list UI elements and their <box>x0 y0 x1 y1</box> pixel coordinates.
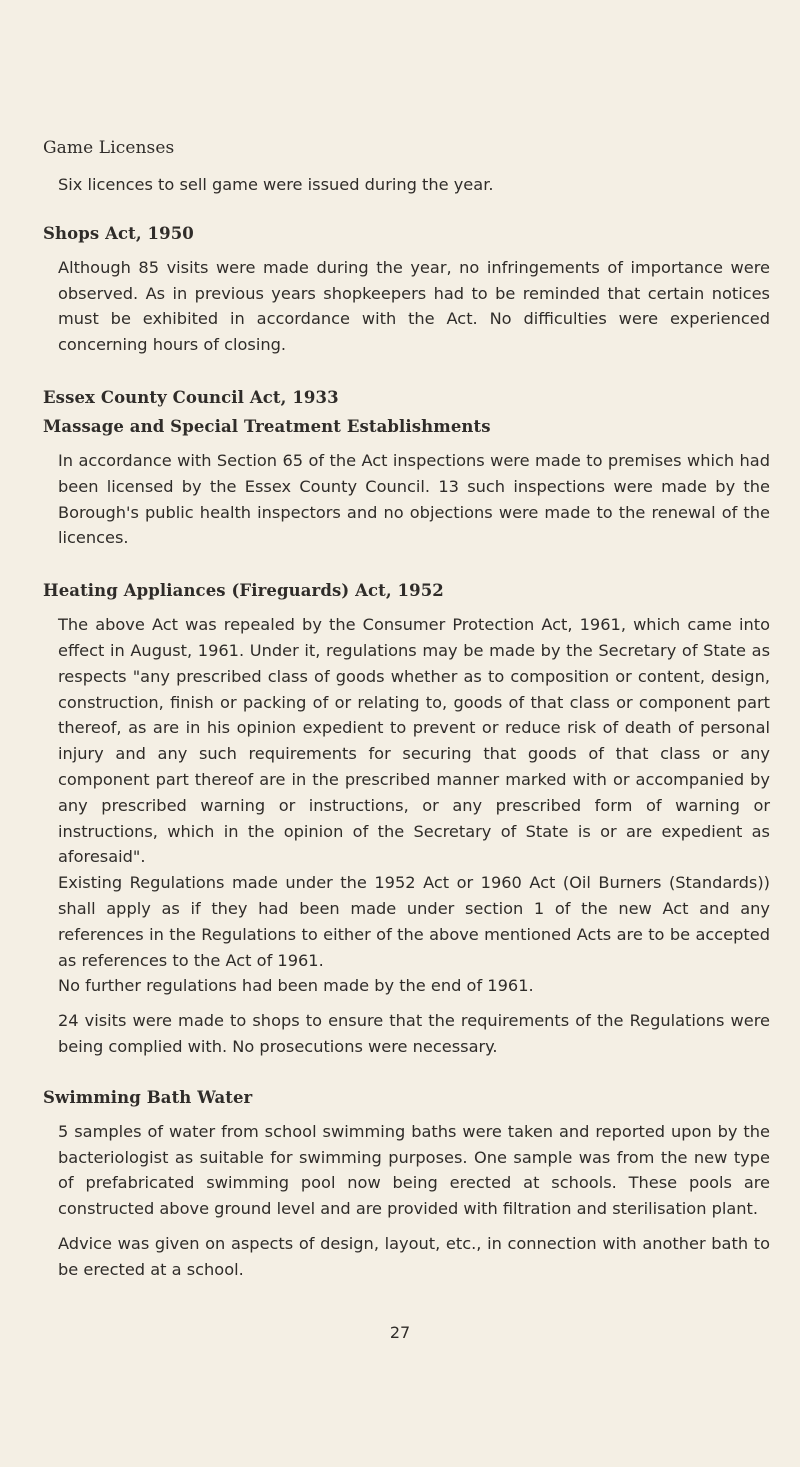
section-game-licenses <box>43 138 770 198</box>
paragraph: Advice was given on aspects of design, layout, etc., in connection with another bath to be erected at a school. <box>58 1233 770 1279</box>
section-shops-act <box>43 224 770 358</box>
section-heading: Swimming Bath Water <box>43 1087 253 1107</box>
section-heading: Heating Appliances (Fireguards) Act, 1952 <box>43 581 444 601</box>
section-swimming-bath-water <box>43 1088 770 1283</box>
paragraph: Existing Regulations made under the 1952 Act or 1960 Act (Oil Burners (Standards)) shall apply as if they had been made under section 1 of the new Act and any references in the Regulations to either of the above mentioned Acts are to be accepted as references to the Act of 1961. <box>58 873 770 970</box>
section-heading: Shops Act, 1950 <box>43 223 194 243</box>
paragraph: In accordance with Section 65 of the Act inspections were made to premises which had been licensed by the Essex County Council. 13 such inspections were made by the Borough's public health inspectors and no objections were made to the renewal of the licences. <box>58 450 770 548</box>
paragraph: Six licences to sell game were issued during the year. <box>58 175 494 194</box>
section-heading: Essex County Council Act, 1933 <box>43 387 339 407</box>
section-heating-appliances-act <box>43 581 770 1060</box>
paragraph: 24 visits were made to shops to ensure that the requirements of the Regulations were being complied with. No prosecutions were necessary. <box>58 1011 770 1056</box>
paragraph: The above Act was repealed by the Consumer Protection Act, 1961, which came into effect in August, 1961. Under it, regulations may be made by the Secretary of State as respects "any prescribed class of goods whether as to composition or content, design, construction, finish or packing of or relating to, goods of that class or component part thereof, as are in his opinion expedient to prevent or reduce risk of death of personal injury and any such requirements for securing that goods of that class or any component part thereof are in the prescribed manner marked with or accompanied by any prescribed warning or instructions, or any prescribed form of warning or instructions, which in the opinion of the Secretary of State is or are expedient as aforesaid". <box>58 615 770 867</box>
section-heading: Game Licenses <box>43 138 175 158</box>
section-essex-county-council-act <box>43 388 770 551</box>
page-number: 27 <box>389 1323 411 1342</box>
section-subheading: Massage and Special Treatment Establishments <box>43 416 491 436</box>
paragraph: 5 samples of water from school swimming baths were taken and reported upon by the bacteriologist as suitable for swimming purposes. One sample was from the new type of prefabricated swimming pool now being erected at schools. These pools are constructed above ground level and are provided with filtration and sterilisation plant. <box>58 1121 770 1219</box>
paragraph: Although 85 visits were made during the year, no infringements of importance were observed. As in previous years shopkeepers had to be reminded that certain notices must be exhibited in accordance with the Act. No difficulties were experienced concerning hours of closing. <box>58 257 770 355</box>
paragraph: No further regulations had been made by the end of 1961. <box>58 976 534 996</box>
